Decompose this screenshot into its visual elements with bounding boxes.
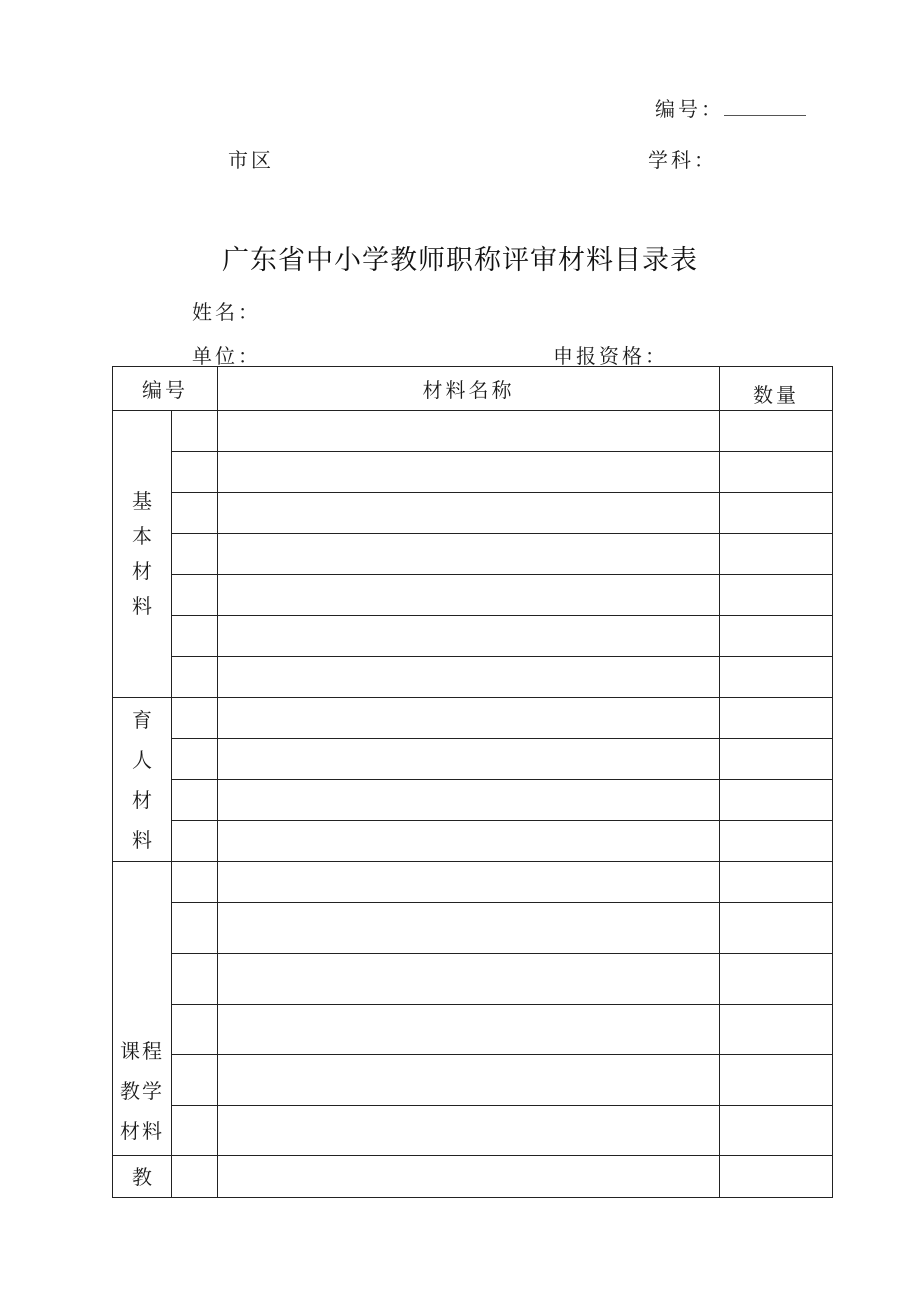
unit-label: 单位： <box>192 344 261 368</box>
material-name-cell[interactable] <box>218 862 720 903</box>
number-cell[interactable] <box>172 534 218 575</box>
table-row <box>113 1055 833 1106</box>
table-row <box>113 739 833 780</box>
material-name-cell[interactable] <box>218 780 720 821</box>
quantity-cell[interactable] <box>720 739 833 780</box>
section-label-char: 教 <box>132 1165 152 1189</box>
section-label-next <box>113 1156 172 1198</box>
material-name-cell[interactable] <box>218 739 720 780</box>
section-label-char: 料 <box>132 594 152 618</box>
section-label-char: 人 <box>132 747 152 772</box>
material-name-cell[interactable] <box>218 1055 720 1106</box>
city-district-label: 市区 <box>228 148 274 172</box>
section-label-teaching-materials <box>113 862 172 1156</box>
quantity-cell[interactable] <box>720 452 833 493</box>
table-row <box>113 903 833 954</box>
number-cell[interactable] <box>172 954 218 1005</box>
table-row <box>113 575 833 616</box>
number-cell[interactable] <box>172 903 218 954</box>
serial-number-blank[interactable] <box>724 115 806 116</box>
number-cell[interactable] <box>172 452 218 493</box>
material-name-cell[interactable] <box>218 575 720 616</box>
quantity-cell[interactable] <box>720 698 833 739</box>
quantity-cell[interactable] <box>720 616 833 657</box>
quantity-cell[interactable] <box>720 862 833 903</box>
quantity-cell[interactable] <box>720 1005 833 1055</box>
material-name-cell[interactable] <box>218 1156 720 1198</box>
subject-label: 学科： <box>648 148 717 172</box>
quantity-cell[interactable] <box>720 575 833 616</box>
table-row <box>113 821 833 862</box>
number-cell[interactable] <box>172 739 218 780</box>
column-header-number: 编号 <box>113 367 218 411</box>
quantity-cell[interactable] <box>720 821 833 862</box>
number-cell[interactable] <box>172 821 218 862</box>
serial-number-label: 编号： <box>655 97 724 121</box>
table-row <box>113 411 833 452</box>
table-row <box>113 534 833 575</box>
number-cell[interactable] <box>172 575 218 616</box>
quantity-cell[interactable] <box>720 493 833 534</box>
table-row <box>113 780 833 821</box>
quantity-cell[interactable] <box>720 1156 833 1198</box>
table-row <box>113 616 833 657</box>
material-name-cell[interactable] <box>218 452 720 493</box>
name-label: 姓名： <box>192 300 261 324</box>
column-header-quantity: 数量 <box>720 367 833 411</box>
number-cell[interactable] <box>172 862 218 903</box>
table-row <box>113 452 833 493</box>
number-cell[interactable] <box>172 657 218 698</box>
section-label-line: 材料 <box>120 1119 164 1143</box>
number-cell[interactable] <box>172 780 218 821</box>
material-name-cell[interactable] <box>218 411 720 452</box>
quantity-cell[interactable] <box>720 1055 833 1106</box>
number-cell[interactable] <box>172 1055 218 1106</box>
section-label-char: 材 <box>132 559 152 583</box>
material-name-cell[interactable] <box>218 903 720 954</box>
table-row <box>113 493 833 534</box>
number-cell[interactable] <box>172 616 218 657</box>
number-cell[interactable] <box>172 698 218 739</box>
document-title: 广东省中小学教师职称评审材料目录表 <box>222 245 698 276</box>
material-name-cell[interactable] <box>218 1005 720 1055</box>
table-row <box>113 1106 833 1156</box>
section-label-char: 本 <box>132 524 152 548</box>
material-name-cell[interactable] <box>218 493 720 534</box>
quantity-cell[interactable] <box>720 534 833 575</box>
number-cell[interactable] <box>172 1106 218 1156</box>
material-name-cell[interactable] <box>218 954 720 1005</box>
number-cell[interactable] <box>172 493 218 534</box>
quantity-cell[interactable] <box>720 1106 833 1156</box>
table-row <box>113 1156 833 1198</box>
column-header-material-name: 材料名称 <box>218 367 720 411</box>
materials-catalog-table <box>112 366 833 1198</box>
quantity-cell[interactable] <box>720 411 833 452</box>
section-label-char: 基 <box>132 489 152 513</box>
table-row <box>113 698 833 739</box>
quantity-cell[interactable] <box>720 903 833 954</box>
material-name-cell[interactable] <box>218 616 720 657</box>
quantity-cell[interactable] <box>720 954 833 1005</box>
number-cell[interactable] <box>172 1005 218 1055</box>
section-label-line: 课程 <box>120 1039 164 1063</box>
table-header-row <box>113 367 833 411</box>
section-label-char: 育 <box>132 707 152 732</box>
table-row <box>113 1005 833 1055</box>
material-name-cell[interactable] <box>218 657 720 698</box>
material-name-cell[interactable] <box>218 534 720 575</box>
material-name-cell[interactable] <box>218 821 720 862</box>
number-cell[interactable] <box>172 1156 218 1198</box>
material-name-cell[interactable] <box>218 698 720 739</box>
qualification-label: 申报资格： <box>553 344 668 368</box>
section-label-line: 教学 <box>120 1079 164 1103</box>
section-label-char: 材 <box>132 787 152 812</box>
quantity-cell[interactable] <box>720 657 833 698</box>
section-label-basic-materials <box>113 411 172 698</box>
quantity-cell[interactable] <box>720 780 833 821</box>
section-label-char: 料 <box>132 827 152 852</box>
section-label-education-materials <box>113 698 172 862</box>
number-cell[interactable] <box>172 411 218 452</box>
table-row <box>113 862 833 903</box>
material-name-cell[interactable] <box>218 1106 720 1156</box>
table-row <box>113 954 833 1005</box>
table-row <box>113 657 833 698</box>
